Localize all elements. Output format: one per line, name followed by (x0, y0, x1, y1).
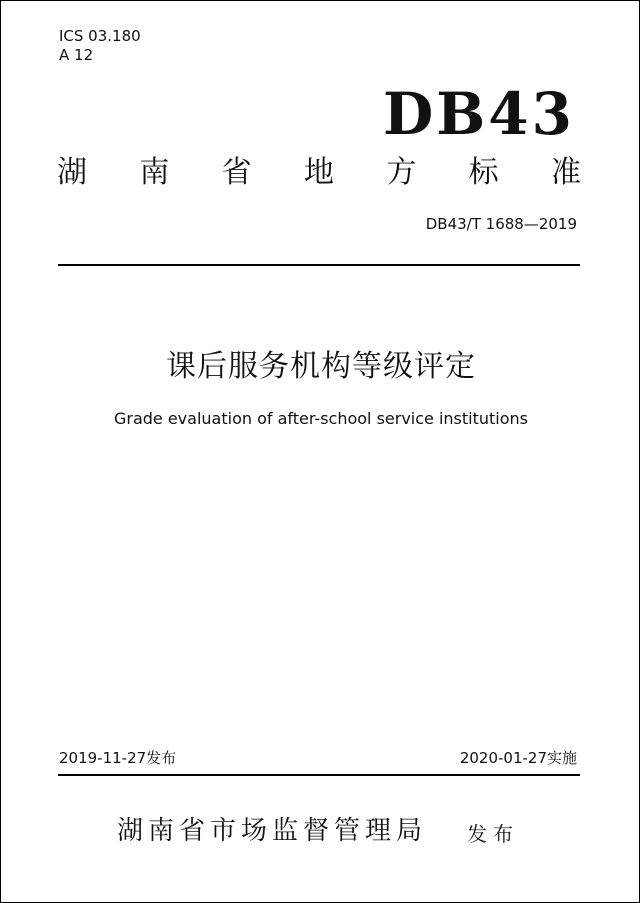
standard-type-char: 南 (139, 155, 170, 190)
issue-date: 2019-11-27发布 (59, 749, 177, 767)
document-subtitle-en: Grade evaluation of after-school service institutions (113, 409, 529, 428)
classification-code: A 12 (59, 46, 94, 64)
standard-type-char: 标 (468, 155, 499, 190)
standard-type-char: 省 (221, 155, 252, 190)
top-divider (58, 264, 580, 266)
standard-type-char: 准 (550, 155, 581, 190)
ics-code: ICS 03.180 (59, 27, 141, 45)
bottom-divider (58, 774, 580, 776)
standard-type-char: 方 (386, 155, 417, 190)
issued-label: 发布 (467, 822, 519, 846)
implementation-date: 2020-01-27实施 (459, 749, 577, 767)
standard-number: DB43/T 1688—2019 (425, 215, 577, 233)
standard-type-heading (57, 153, 581, 193)
standard-code-heading: DB43 (382, 80, 575, 148)
document-title: 课后服务机构等级评定 (166, 349, 476, 384)
standard-type-char: 地 (303, 155, 334, 190)
issuing-authority: 湖南省市场监督管理局 (117, 816, 428, 846)
standard-type-char: 湖 (57, 155, 87, 190)
